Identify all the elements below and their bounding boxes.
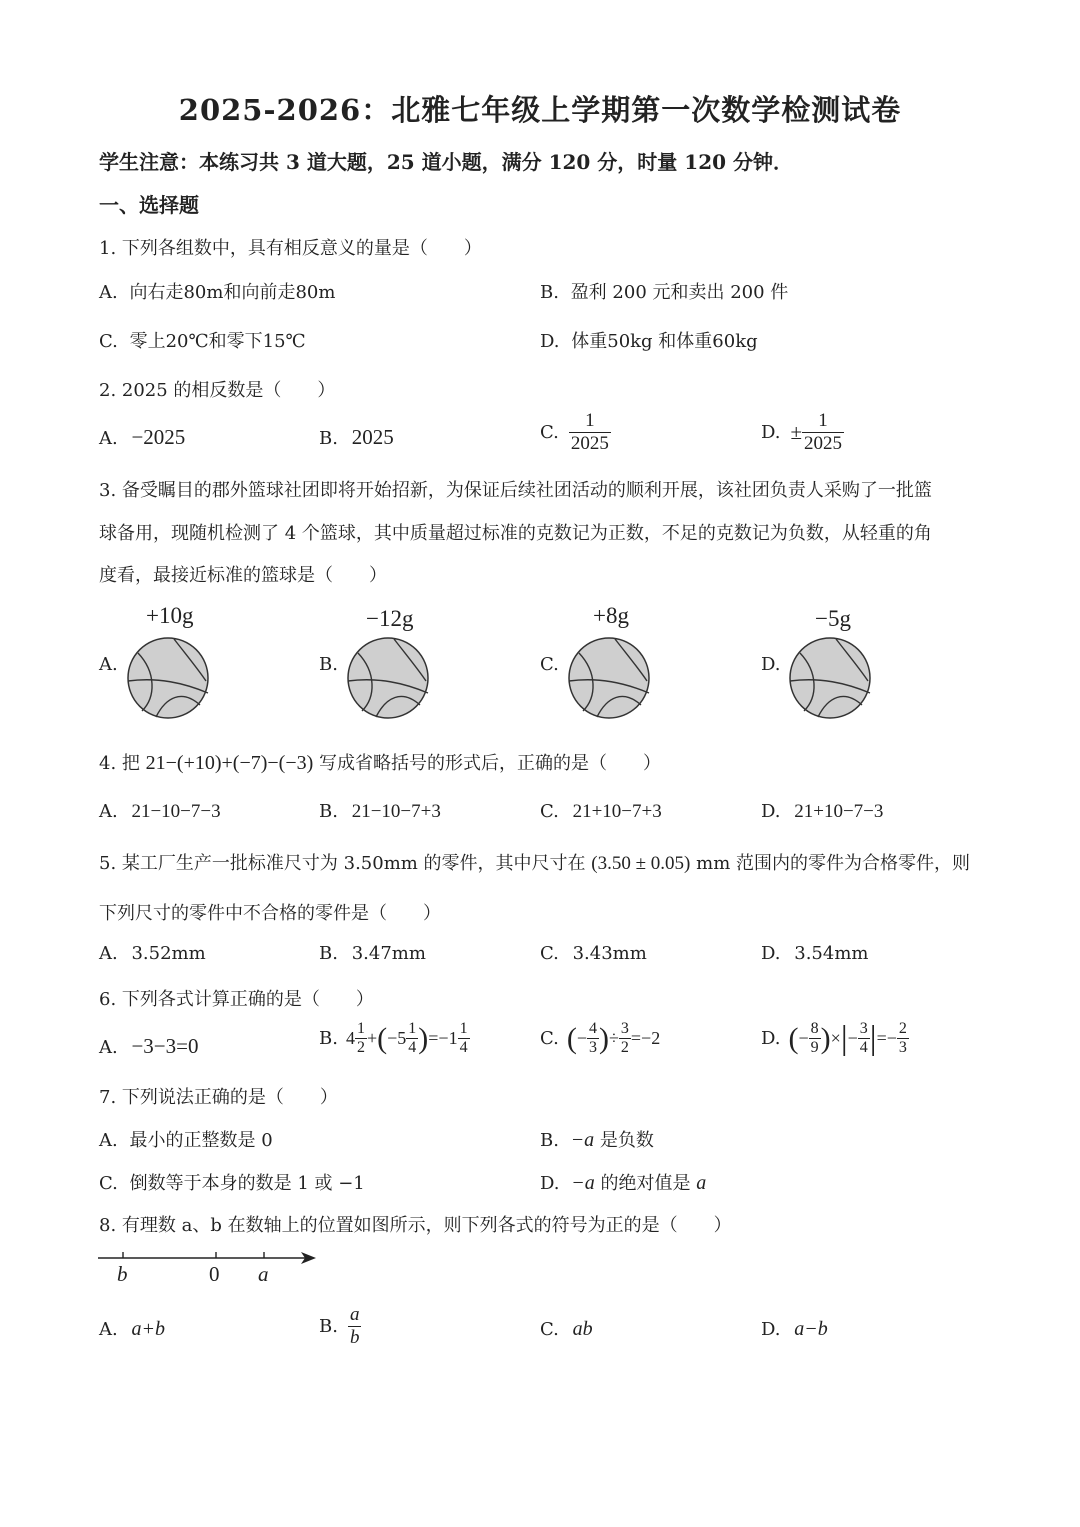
q2-b-text: 2025 xyxy=(351,425,394,449)
q8-number-line xyxy=(96,1248,320,1268)
q5-line-1 xyxy=(99,849,970,875)
q6-option-c: C. ( − $\frac{4}{3}$ ) ÷ $\frac{3}{2}$ =−2 xyxy=(540,1020,661,1056)
q5-line-1-post: mm 范围内的零件为合格零件，则 xyxy=(696,853,970,874)
q8-a-text: a+b xyxy=(131,1318,165,1340)
q6-a-text: −3−3=0 xyxy=(131,1034,199,1058)
q7-c-label: C. xyxy=(99,1173,118,1194)
q1-option-d xyxy=(540,327,758,353)
q4-option-d xyxy=(761,801,883,823)
q4-stem xyxy=(99,749,661,775)
q4-expression: 21−(+10)+(−7)−(−3) xyxy=(145,752,314,774)
q1-d-text: 体重50kg 和体重60kg xyxy=(571,331,758,352)
q2-option-d xyxy=(761,410,844,455)
q6-c-frac-1: $\frac{4}{3}$ xyxy=(589,1020,598,1056)
q2-stem: 2. 2025 的相反数是（ ） xyxy=(99,380,336,401)
q3-c-basketball-icon xyxy=(567,637,653,721)
q2-d-label: D. xyxy=(761,422,781,443)
q2-option-a xyxy=(99,425,185,450)
q4-b-label: B. xyxy=(319,801,338,822)
q8-d-text: a−b xyxy=(794,1318,828,1340)
q6-d-frac-1: $\frac{8}{9}$ xyxy=(810,1020,819,1056)
q6-d-frac-2: $\frac{3}{4}$ xyxy=(859,1020,868,1056)
q5-d-text: 3.54mm xyxy=(794,943,869,964)
q5-c-label: C. xyxy=(540,943,559,964)
q3-c-weight: +8g xyxy=(593,603,629,628)
q4-d-text: 21+10−7−3 xyxy=(794,801,884,822)
q5-a-text: 3.52mm xyxy=(131,943,206,964)
q7-option-a xyxy=(99,1126,273,1152)
q2-c-label: C. xyxy=(540,422,559,443)
q5-option-b xyxy=(319,943,426,964)
q8-d-label: D. xyxy=(761,1319,781,1340)
q2-option-b xyxy=(319,425,394,450)
q5-line-2: 下列尺寸的零件中不合格的零件是（ ） xyxy=(99,903,441,924)
q1-d-label: D. xyxy=(540,331,560,352)
q8-axis-a-label: a xyxy=(258,1262,269,1286)
exam-title: 2025-2026：北雅七年级上学期第一次数学检测试卷 xyxy=(178,93,902,127)
q1-b-text: 盈利 200 元和卖出 200 件 xyxy=(570,282,789,303)
q5-c-text: 3.43mm xyxy=(572,943,647,964)
q6-a-label: A. xyxy=(99,1037,118,1058)
q3-a-weight: +10g xyxy=(146,603,194,628)
q8-option-a xyxy=(99,1318,165,1341)
q7-b-label: B. xyxy=(540,1130,559,1151)
q6-option-b: B. 4 $\frac{1}{2}$ + ( −5 $\frac{1}{4}$ ) =−1 $\frac{1}{4}$ xyxy=(319,1020,468,1056)
q5-option-c xyxy=(540,943,647,964)
q8-b-fraction xyxy=(348,1304,362,1349)
q6-stem: 6. 下列各式计算正确的是（ ） xyxy=(99,989,374,1010)
q1-a-label: A. xyxy=(99,282,118,303)
q3-line-1: 3. 备受瞩目的郡外篮球社团即将开始招新，为保证后续社团活动的顺利开展，该社团负责人采购了一批篮 xyxy=(99,480,932,501)
q3-d-basketball-icon xyxy=(788,637,874,721)
q6-option-a xyxy=(99,1034,199,1059)
q2-c-fraction xyxy=(569,410,611,455)
q6-b-label: B. xyxy=(319,1028,338,1049)
q2-a-text: −2025 xyxy=(131,425,186,449)
q7-b-text: 是负数 xyxy=(599,1130,654,1151)
q4-d-label: D. xyxy=(761,801,781,822)
q6-b-frac-2: $\frac{1}{4}$ xyxy=(408,1020,417,1056)
q4-a-label: A. xyxy=(99,801,118,822)
q7-c-text: 倒数等于本身的数是 1 或 −1 xyxy=(129,1173,365,1194)
q7-option-d xyxy=(540,1169,706,1195)
q4-c-text: 21+10−7+3 xyxy=(572,801,662,822)
q5-d-label: D. xyxy=(761,943,781,964)
q4-stem-post: 写成省略括号的形式后，正确的是（ ） xyxy=(319,753,662,774)
q7-option-c xyxy=(99,1169,365,1195)
q6-b-frac-3: $\frac{1}{4}$ xyxy=(459,1020,468,1056)
q1-a-text: 向右走80m和向前走80m xyxy=(129,282,336,303)
q5-line-1-pre: 5. 某工厂生产一批标准尺寸为 3.50mm 的零件，其中尺寸在 xyxy=(99,853,586,874)
q2-option-c xyxy=(540,410,611,455)
q4-b-text: 21−10−7+3 xyxy=(351,801,441,822)
q6-c-frac-2: $\frac{3}{2}$ xyxy=(620,1020,629,1056)
q8-c-text: ab xyxy=(572,1318,593,1340)
q3-line-2: 球备用，现随机检测了 4 个篮球，其中质量超过标准的克数记为正数，不足的克数记为负数，从轻重的角 xyxy=(99,523,932,544)
q8-axis-b-label: b xyxy=(117,1262,128,1286)
q3-c-label: C. xyxy=(540,654,559,675)
q6-b-formula: 4 xyxy=(345,1028,355,1048)
q1-option-a xyxy=(99,278,335,304)
q8-b-denominator: b xyxy=(349,1327,360,1348)
q3-b-label: B. xyxy=(319,654,338,675)
q4-c-label: C. xyxy=(540,801,559,822)
q3-a-label: A. xyxy=(99,654,118,675)
q1-c-label: C. xyxy=(99,331,118,352)
q2-a-label: A. xyxy=(99,428,118,449)
q7-stem: 7. 下列说法正确的是（ ） xyxy=(99,1087,338,1108)
q7-d-var: −a xyxy=(571,1172,595,1194)
q2-d-numerator: 1 xyxy=(818,410,828,431)
q8-b-numerator: a xyxy=(349,1304,360,1325)
q5-option-a xyxy=(99,943,206,964)
q8-c-label: C. xyxy=(540,1319,559,1340)
q2-c-denominator: 2025 xyxy=(570,433,609,454)
q6-d-label: D. xyxy=(761,1028,781,1049)
q8-a-label: A. xyxy=(99,1319,118,1340)
q8-b-label: B. xyxy=(319,1316,338,1337)
q2-d-denominator: 2025 xyxy=(804,433,843,454)
q5-b-text: 3.47mm xyxy=(351,943,426,964)
q2-c-numerator: 1 xyxy=(585,410,595,431)
q8-option-b xyxy=(319,1304,361,1349)
q5-option-d xyxy=(761,943,868,964)
q8-option-d xyxy=(761,1318,828,1341)
q6-b-frac-1: $\frac{1}{2}$ xyxy=(356,1020,365,1056)
q7-b-var: −a xyxy=(570,1129,595,1151)
q7-d-label: D. xyxy=(540,1173,560,1194)
q7-a-label: A. xyxy=(99,1130,118,1151)
q7-d-text: 的绝对值是 xyxy=(600,1173,691,1194)
q1-option-b xyxy=(540,278,788,304)
q1-c-text: 零上20℃和零下15℃ xyxy=(129,331,306,352)
q2-d-pm: ± xyxy=(790,420,803,444)
q4-stem-pre: 4. 把 xyxy=(99,753,140,774)
q3-b-basketball-icon xyxy=(346,637,432,721)
q3-a-basketball-icon xyxy=(126,637,212,721)
q5-b-label: B. xyxy=(319,943,338,964)
section-heading: 一、选择题 xyxy=(99,193,199,217)
q6-c-label: C. xyxy=(540,1028,559,1049)
q3-d-label: D. xyxy=(761,654,781,675)
q2-d-fraction xyxy=(802,410,844,455)
q4-option-c xyxy=(540,801,662,823)
q7-d-var2: a xyxy=(696,1172,707,1194)
q8-axis-zero-label: 0 xyxy=(209,1262,220,1286)
q2-b-label: B. xyxy=(319,428,338,449)
q3-b-weight: −12g xyxy=(366,606,414,631)
q5-a-label: A. xyxy=(99,943,118,964)
q7-a-text: 最小的正整数是 0 xyxy=(129,1130,273,1151)
q5-range-expression: (3.50 ± 0.05) xyxy=(591,853,691,874)
q1-b-label: B. xyxy=(540,282,559,303)
q1-stem: 1. 下列各组数中，具有相反意义的量是（ ） xyxy=(99,238,482,259)
q3-line-3: 度看，最接近标准的篮球是（ ） xyxy=(99,565,387,586)
q4-option-b xyxy=(319,801,441,823)
q1-option-c xyxy=(99,327,306,353)
q8-stem: 8. 有理数 a、b 在数轴上的位置如图所示，则下列各式的符号为正的是（ ） xyxy=(99,1215,732,1236)
student-notice: 学生注意：本练习共 3 道大题，25 道小题，满分 120 分，时量 120 分钟． xyxy=(99,150,793,174)
q4-option-a xyxy=(99,801,221,823)
q6-d-frac-3: $\frac{2}{3}$ xyxy=(898,1020,907,1056)
q6-option-d: D. ( − $\frac{8}{9}$ ) × | − $\frac{3}{4}$ | =− $\frac{2}{3}$ xyxy=(761,1019,907,1057)
q4-a-text: 21−10−7−3 xyxy=(131,801,221,822)
q3-d-weight: −5g xyxy=(815,606,851,631)
q8-option-c xyxy=(540,1318,593,1341)
q7-option-b xyxy=(540,1126,654,1152)
